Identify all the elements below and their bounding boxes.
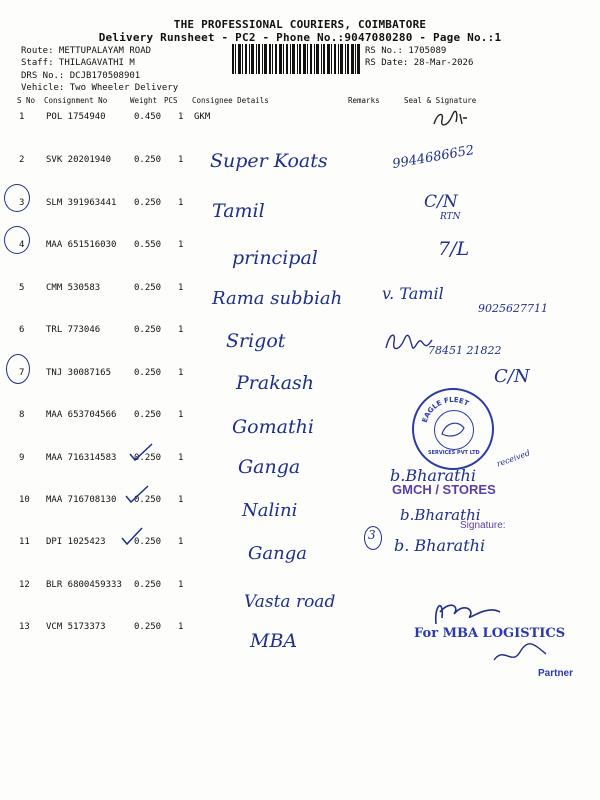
row-pcs: 1 [178,240,184,250]
circle-mark-row4 [4,226,30,254]
col-remarks: Remarks [348,96,380,105]
row-pcs: 1 [178,537,184,547]
svg-text:EAGLE FLEET [421,396,470,424]
row-pcs: 1 [178,580,184,590]
hand-signature-row10: b.Bharathi [400,506,481,524]
hand-signature-row6 [384,330,434,358]
hand-number-row11: 3 [368,528,376,542]
hand-phone-row2: 9944686652 [391,142,476,173]
row-pcs: 1 [178,410,184,420]
partner-label: Partner [538,668,574,679]
barcode [232,44,360,74]
hand-consignee-row10: Nalini [242,500,298,521]
row-pcs: 1 [178,198,184,208]
hand-mark-row7: C/N [494,366,530,387]
row-consignment-no: MAA 653704566 [46,410,117,420]
row-pcs: 1 [178,155,184,165]
row-consignment-no: MAA 716708130 [46,495,117,505]
col-consignment: Consignment No [44,96,108,105]
col-pcs: PCS [164,96,178,105]
col-sno: S No [17,96,36,105]
hand-consignee-row3: Tamil [212,200,265,222]
row-weight: 0.250 [134,283,162,293]
row-sno: 8 [19,410,25,420]
row-weight: 0.250 [134,453,162,463]
row-consignment-no: BLR 6800459333 [46,580,122,590]
hand-consignee-row12: Vasta road [244,592,336,612]
col-weight: Weight [130,96,158,105]
row-weight: 0.250 [134,410,162,420]
row-consignment-no: POL 1754940 [46,112,106,122]
row-consignment-no: MAA 716314583 [46,453,117,463]
row-consignment-no: TNJ 30087165 [46,368,112,378]
mba-logistics-stamp: For MBA LOGISTICS [414,626,566,641]
staff-text: Staff: THILAGAVATHI M [21,58,135,68]
row-consignment-no: MAA 651516030 [46,240,117,250]
row-sno: 4 [19,240,25,250]
hand-phone-row5: 9025627711 [478,302,548,315]
stamp-arc-text: EAGLE FLEET [420,395,471,424]
hand-signature-row5: v. Tamil [382,284,444,303]
row-sno: 6 [19,325,25,335]
hand-consignee-row7: Prakash [236,372,315,394]
gmch-stores-stamp: GMCH / STORES [392,482,496,497]
row-pcs: 1 [178,283,184,293]
row-consignment-no: CMM 530583 [46,283,101,293]
row-weight: 0.250 [134,495,162,505]
row-pcs: 1 [178,495,184,505]
stamp-side-text: SERVICES PVT LTD [428,450,480,456]
row-pcs: 1 [178,453,184,463]
drs-number: DRS No.: DCJB170508901 [21,71,141,81]
hand-mark-row3: C/N [424,192,458,212]
hand-signature-row9: b.Bharathi [390,466,476,485]
row-consignment-no: DPI 1025423 [46,537,106,547]
row-consignee: GKM [194,112,211,122]
row-sno: 5 [19,283,25,293]
hand-consignee-row9: Ganga [238,456,301,478]
rs-number: RS No.: 1705089 [365,46,447,56]
hand-consignee-row8: Gomathi [232,416,314,438]
hand-consignee-row4: principal [232,247,318,269]
row-sno: 1 [19,112,25,122]
rs-date: RS Date: 28-Mar-2026 [365,58,474,68]
row-pcs: 1 [178,112,184,122]
row-sno: 11 [19,537,30,547]
row-consignment-no: VCM 5173373 [46,622,106,632]
company-name: THE PROFESSIONAL COURIERS, COIMBATORE [173,18,427,31]
hand-phone-row6: 78451 21822 [428,344,502,357]
row-sno: 13 [19,622,30,632]
row-pcs: 1 [178,368,184,378]
row-sno: 7 [19,368,25,378]
row-weight: 0.250 [134,198,162,208]
signature-label-stamp: Signature: [460,520,506,531]
row-pcs: 1 [178,622,184,632]
eagle-fleet-stamp [412,388,494,470]
row-weight: 0.450 [134,112,162,122]
route-text: Route: METTUPALAYAM ROAD [21,46,152,56]
row-weight: 0.250 [134,325,162,335]
hand-signature-row11: b. Bharathi [394,536,486,555]
hand-consignee-row6: Srigot [226,330,286,352]
row-consignment-no: SLM 391963441 [46,198,117,208]
row-weight: 0.250 [134,622,162,632]
row-sno: 10 [19,495,30,505]
row-sno: 2 [19,155,25,165]
row-sno: 12 [19,580,30,590]
row-sno: 9 [19,453,25,463]
hand-mark-row4: 7/L [438,238,470,260]
vehicle-text: Vehicle: Two Wheeler Delivery [21,83,179,93]
row-weight: 0.550 [134,240,162,250]
circle-mark-row3 [4,184,30,212]
row-consignment-no: SVK 20201940 [46,155,112,165]
hand-mark2-row3: RTN [440,212,461,222]
signature-row1 [430,108,470,134]
hand-consignee-row5: Rama subbiah [212,288,343,309]
hand-consignee-row2: Super Koats [210,150,328,172]
col-seal-signature: Seal & Signature [404,96,477,105]
col-consignee: Consignee Details [192,96,269,105]
circle-mark-row7 [6,354,30,384]
hand-consignee-row13: MBA [250,630,298,652]
tick-marks [120,440,200,550]
row-weight: 0.250 [134,537,162,547]
row-weight: 0.250 [134,368,162,378]
hand-note-row9: received [495,448,532,469]
row-sno: 3 [19,198,25,208]
row-weight: 0.250 [134,580,162,590]
runsheet-title: Delivery Runsheet - PC2 - Phone No.:9047080280 - Page No.:1 [98,31,502,44]
row-pcs: 1 [178,325,184,335]
row-consignment-no: TRL 773046 [46,325,101,335]
row-weight: 0.250 [134,155,162,165]
hand-consignee-row11: Ganga [248,543,307,564]
